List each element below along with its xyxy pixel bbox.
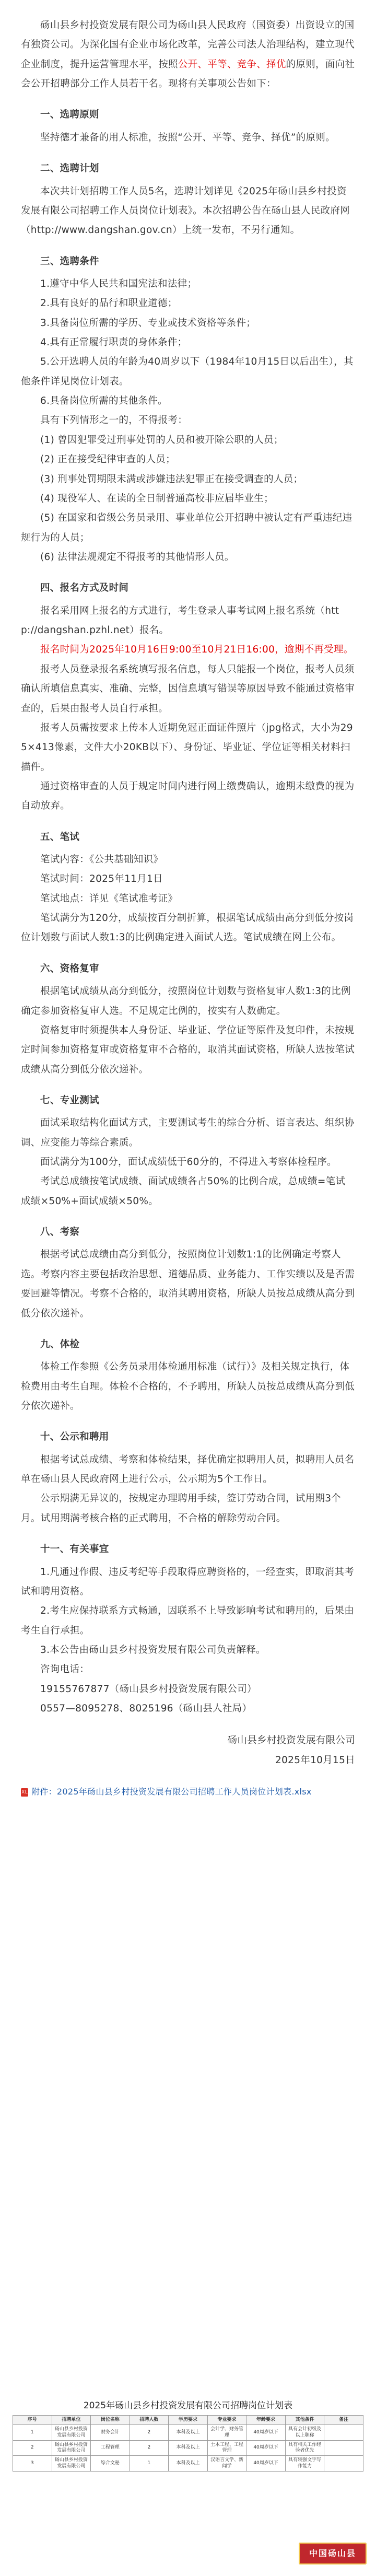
section-heading: 九、体检: [40, 1338, 80, 1350]
table-cell: 2: [130, 2440, 169, 2456]
table-row: [13, 2440, 363, 2456]
section-heading: 五、笔试: [40, 831, 80, 843]
table-cell: 40周岁以下: [246, 2440, 286, 2456]
section-paragraph: 报名时间为2025年10月16日9:00至10月21日16:00，逾期不再受理。: [40, 644, 354, 656]
sign-date: 2025年10月15日: [275, 1754, 355, 1766]
table-header-cell: 备注: [324, 2416, 363, 2425]
section-paragraph: 考试总成绩按笔试成绩、面试成绩各占50%的比例合成，总成绩=笔试成绩×50%+面试成绩×50%。: [21, 1176, 346, 1207]
section-paragraph: 面试满分为100分，面试成绩低于60分的，不得进入考察体检程序。: [40, 1157, 337, 1168]
section-paragraph: 19155767877（砀山县乡村投资发展有限公司）: [40, 1683, 257, 1695]
section-heading: 三、选聘条件: [40, 255, 99, 267]
table-header-cell: 年龄要求: [246, 2416, 286, 2425]
section-paragraph: 3.本公告由砀山县乡村投资发展有限公司负责解释。: [40, 1644, 266, 1656]
table-cell: 工程管理: [91, 2440, 130, 2456]
section-paragraph: (5) 在国家和省级公务员录用、事业单位公开招聘中被认定有严重违纪违规行为的人员；: [21, 512, 352, 543]
table-cell: 40周岁以下: [246, 2425, 286, 2441]
section-paragraph: 公示期满无异议的，按规定办理聘用手续，签订劳动合同，试用期3个月。试用期满考核合格的正式聘用，不合格的解除劳动合同。: [21, 1493, 342, 1524]
table-cell: 具有较强文字写作能力: [285, 2456, 324, 2472]
table-cell: 40周岁以下: [246, 2456, 286, 2472]
section-paragraph: 咨询电话：: [40, 1664, 90, 1675]
sections-container: [21, 105, 355, 1718]
section-heading: 一、选聘原则: [40, 109, 99, 121]
table-header-cell: 招聘单位: [52, 2416, 91, 2425]
section-paragraph: 2.具有良好的品行和职业道德；: [40, 298, 178, 309]
table-cell: 综合文秘: [91, 2456, 130, 2472]
table-cell: 具有会计初级及以上职称: [285, 2425, 324, 2441]
section-paragraph: 资格复审时须提供本人身份证、毕业证、学位证等原件及复印件，未按规定时间参加资格复审或资格复审不合格的，取消其面试资格，所缺人选按笔试成绩从高分到低分依次递补。: [21, 1024, 355, 1075]
section-paragraph: 3.具备岗位所需的学历、专业或技术资格等条件；: [40, 317, 256, 329]
section-paragraph: 笔试内容：《公共基础知识》: [40, 854, 163, 866]
section-paragraph: 具有下列情形之一的，不得报考：: [40, 415, 188, 426]
section-paragraph: 5.公开选聘人员的年龄为40周岁以下（1984年10月15日以后出生），其他条件详见岗位计划表。: [21, 356, 354, 387]
table-cell: 2: [13, 2440, 52, 2456]
table-header-cell: 专业要求: [207, 2416, 246, 2425]
table-cell: 本科及以上: [169, 2425, 208, 2441]
section-paragraph: 1.遵守中华人民共和国宪法和法律；: [40, 278, 197, 289]
table-cell: 2: [130, 2425, 169, 2441]
table-cell: 本科及以上: [169, 2440, 208, 2456]
section-paragraph: 根据考试总成绩、考察和体检结果，择优确定拟聘用人员，拟聘用人员名单在砀山县人民政府网上进行公示，公示期为5个工作日。: [21, 1454, 355, 1485]
section-paragraph: 报考人员需按要求上传本人近期免冠正面证件照片（jpg格式，大小为295×413像素，文件大小20KB以下）、身份证、毕业证、学位证等相关材料扫描件。: [21, 722, 353, 773]
table-cell: 土木工程、工程管理: [207, 2440, 246, 2456]
section-paragraph: 0557—8095278、8025196（砀山县人社局）: [40, 1703, 252, 1715]
attachment-text[interactable]: 附件：2025年砀山县乡村投资发展有限公司招聘工作人员岗位计划表.xlsx: [31, 1787, 312, 1797]
table-header-cell: 其他条件: [285, 2416, 324, 2425]
table-cell: 砀山县乡村投资发展有限公司: [52, 2456, 91, 2472]
section-paragraph: (1) 曾因犯罪受过刑事处罚的人员和被开除公职的人员；: [40, 434, 284, 446]
section-heading: 二、选聘计划: [40, 163, 99, 174]
section-paragraph: (2) 正在接受纪律审查的人员；: [40, 454, 175, 465]
section-paragraph: 报名采用网上报名的方式进行，考生登录人事考试网上报名系统（http://dangshan.pzhl.net）报名。: [21, 605, 339, 636]
section-paragraph: 6.具备岗位所需的其他条件。: [40, 395, 168, 407]
intro-paragraph: [21, 16, 355, 94]
section-heading: 八、考察: [40, 1227, 80, 1238]
position-plan-table-wrap: [13, 2398, 363, 2472]
section-heading: 十一、有关事宜: [40, 1544, 109, 1555]
section-paragraph: 根据笔试成绩从高分到低分，按照岗位计划数与资格复审人数1:3的比例确定参加资格复审人选。不足规定比例的，按实有人数确定。: [21, 986, 351, 1017]
table-cell: 会计学、财务管理: [207, 2425, 246, 2441]
table-cell: 汉语言文学、新闻学: [207, 2456, 246, 2472]
section-paragraph: 本次共计划招聘工作人员5名，选聘计划详见《2025年砀山县乡村投资发展有限公司招聘工作人员岗位计划表》。本次招聘公告在砀山县人民政府网（http://www.dangshan.gov.cn）上统一发布，不另行通知。: [21, 185, 350, 236]
table-header-cell: 招聘人数: [130, 2416, 169, 2425]
table-body: [13, 2425, 363, 2472]
table-row: [13, 2425, 363, 2441]
position-plan-table: [13, 2415, 363, 2472]
section-paragraph: 根据考试总成绩由高分到低分，按照岗位计划数1:1的比例确定考察人选。考察内容主要包括政治思想、道德品质、业务能力、工作实绩以及是否需要回避等情况。考察不合格的，取消其聘用资格，所缺人员按总成绩从高分到低分依次递补。: [21, 1249, 355, 1319]
section-paragraph: 笔试地点：详见《笔试准考证》: [40, 893, 178, 904]
table-cell: 砀山县乡村投资发展有限公司: [52, 2440, 91, 2456]
intro-highlight: 公开、平等、竞争、择优: [178, 59, 286, 70]
table-header-row: [13, 2416, 363, 2425]
section-heading: 六、资格复审: [40, 963, 99, 974]
section-paragraph: 2.考生应保持联系方式畅通，因联系不上导致影响考试和聘用的，后果由考生自行承担。: [21, 1605, 355, 1636]
section-paragraph: 通过资格审查的人员于规定时间内进行网上缴费确认，逾期未缴费的视为自动放弃。: [21, 780, 355, 812]
table-cell: 具有相关工作经验者优先: [285, 2440, 324, 2456]
table-cell: 1: [130, 2456, 169, 2472]
watermark-logo: 中国砀山县: [299, 2543, 367, 2565]
section-paragraph: 笔试时间：2025年11月1日: [40, 873, 163, 885]
section-heading: 四、报名方式及时间: [40, 582, 129, 594]
section-paragraph: 体检工作参照《公务员录用体检通用标准（试行）》及相关规定执行，体检费用由考生自理。体检不合格的，不予聘用，所缺人员按总成绩从高分到低分依次递补。: [21, 1361, 355, 1412]
table-cell: 1: [13, 2425, 52, 2441]
section-paragraph: 4.具有正常履行职责的身体条件；: [40, 337, 187, 348]
table-cell: [324, 2440, 363, 2456]
table-cell: 3: [13, 2456, 52, 2472]
section-paragraph: 1.凡通过作假、违反考纪等手段取得应聘资格的，一经查实，即取消其考试和聘用资格。: [21, 1566, 355, 1597]
section-heading: 七、专业测试: [40, 1094, 99, 1106]
table-header-cell: 岗位名称: [91, 2416, 130, 2425]
table-cell: 砀山县乡村投资发展有限公司: [52, 2425, 91, 2441]
table-cell: 财务会计: [91, 2425, 130, 2441]
section-paragraph: 坚持德才兼备的用人标准，按照“公开、平等、竞争、择优”的原则。: [40, 132, 335, 143]
section-paragraph: (4) 现役军人、在读的全日制普通高校非应届毕业生；: [40, 493, 274, 504]
file-icon: XLS: [21, 1788, 28, 1797]
table-header-cell: 学历要求: [169, 2416, 208, 2425]
section-paragraph: 笔试满分为120分，成绩按百分制折算，根据笔试成绩由高分到低分按岗位计划数与面试人数1:3的比例确定进入面试人选。笔试成绩在网上公布。: [21, 913, 354, 943]
section-paragraph: 面试采取结构化面试方式，主要测试考生的综合分析、语言表达、组织协调、应变能力等综合素质。: [21, 1117, 355, 1148]
intro-text-end: 的原则，面向社会公开招聘部分工作人员若干名。现将有关事项公告如下：: [21, 59, 355, 90]
sign-org: 砀山县乡村投资发展有限公司: [227, 1735, 355, 1746]
section-paragraph: 报考人员登录报名系统填写报名信息，每人只能报一个岗位，报考人员须确认所填信息真实、准确、完整，因信息填写错误等原因导致不能通过资格审查的，后果由报考人员自行承担。: [21, 663, 355, 714]
intro-text: 砀山县乡村投资发展有限公司为砀山县人民政府（国资委）出资设立的国有独资公司。为深化国有企业市场化改革，完善公司法人治理结构，建立现代企业制度，提升运营管理水平，按照: [21, 20, 355, 70]
section-paragraph: (3) 刑事处罚期限未满或涉嫌违法犯罪正在接受调查的人员；: [40, 473, 303, 485]
article-body: [21, 16, 355, 1803]
table-cell: [324, 2425, 363, 2441]
table-cell: [324, 2456, 363, 2472]
table-row: [13, 2456, 363, 2472]
table-cell: 本科及以上: [169, 2456, 208, 2472]
attachment-link[interactable]: [21, 1784, 355, 1803]
section-paragraph: (6) 法律法规规定不得报考的其他情形人员。: [40, 551, 234, 563]
table-title: 2025年砀山县乡村投资发展有限公司招聘岗位计划表: [83, 2400, 293, 2411]
section-heading: 十、公示和聘用: [40, 1431, 109, 1443]
table-header-cell: 序号: [13, 2416, 52, 2425]
